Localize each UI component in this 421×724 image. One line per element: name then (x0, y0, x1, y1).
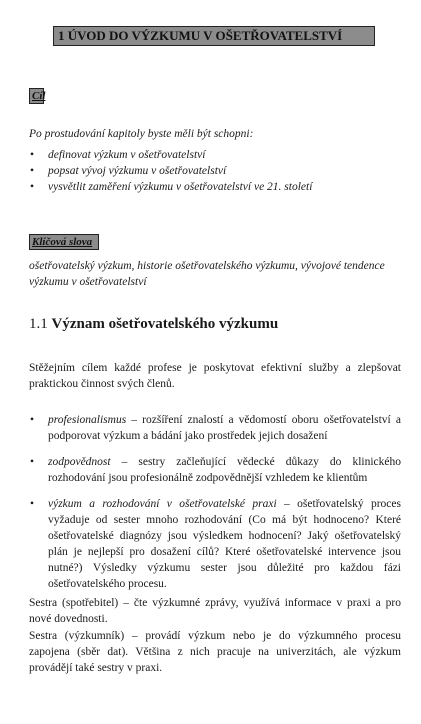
section-number: 1.1 (29, 316, 48, 332)
bullet-lead: výzkum a rozhodování v ošetřovatelské praxi (48, 498, 277, 510)
bullet-text: – sestry začleňující vědecké důkazy do klinického rozhodování jsou profesionálně zodpovědnější vzhledem ke klientům (48, 456, 401, 484)
goal-item: • vysvětlit zaměření výzkumu v ošetřovatelství ve 21. století (29, 179, 312, 195)
bullet-list (29, 412, 401, 602)
bullet-text: – ošetřovatelský proces vyžaduje od sester mnoho rozhodování (Co má být hodnoceno? Které ošetřovatelské diagnózy jsou výsledkem hodnocení? Jaký ošetřovatelský plán je nejlepší pro dosažení cílů? Které ošetřovatelské intervence jsou nutné?) Výsledky výzkumu sester jsou důležité pro každou fázi ošetřovatelského procesu. (48, 498, 401, 590)
goals-label: Cíl (29, 88, 44, 104)
goals-list (29, 147, 312, 195)
section-heading (29, 316, 278, 333)
chapter-title: 1 ÚVOD DO VÝZKUMU V OŠETŘOVATELSTVÍ (53, 26, 375, 46)
bullet-item (29, 454, 401, 486)
goals-intro: Po prostudování kapitoly byste měli být schopni: (29, 128, 254, 140)
bullet-item (29, 496, 401, 592)
goal-item: • popsat vývoj výzkumu v ošetřovatelství (29, 163, 312, 179)
paragraph-consumer: Sestra (spotřebitel) – čte výzkumné zprávy, využívá informace v praxi a pro nové dovednosti. (29, 597, 401, 625)
paragraph-researcher: Sestra (výzkumník) – provádí výzkum nebo je do výzkumného procesu zapojena (sběr dat). Většina z nich pracuje na univerzitách, ale výzkum provádějí také sestry v praxi. (29, 630, 401, 674)
keywords-text: ošetřovatelský výzkum, historie ošetřovatelského výzkumu, vývojové tendence výzkumu v ošetřovatelství (29, 260, 385, 288)
goal-item: • definovat výzkum v ošetřovatelství (29, 147, 312, 163)
keywords-label: Klíčová slova (29, 234, 99, 250)
section-title: Význam ošetřovatelského výzkumu (51, 316, 279, 332)
bullet-lead: zodpovědnost (48, 456, 111, 468)
bullet-text: – rozšíření znalostí a vědomostí oboru ošetřovatelství a podporovat výzkum a bádání jako prostředek jejich dosažení (48, 414, 401, 442)
bullet-lead: profesionalismus (48, 414, 127, 426)
paragraph-intro: Stěžejním cílem každé profese je poskytovat efektivní služby a zlepšovat praktickou činnost svých členů. (29, 362, 401, 390)
bullet-item (29, 412, 401, 444)
